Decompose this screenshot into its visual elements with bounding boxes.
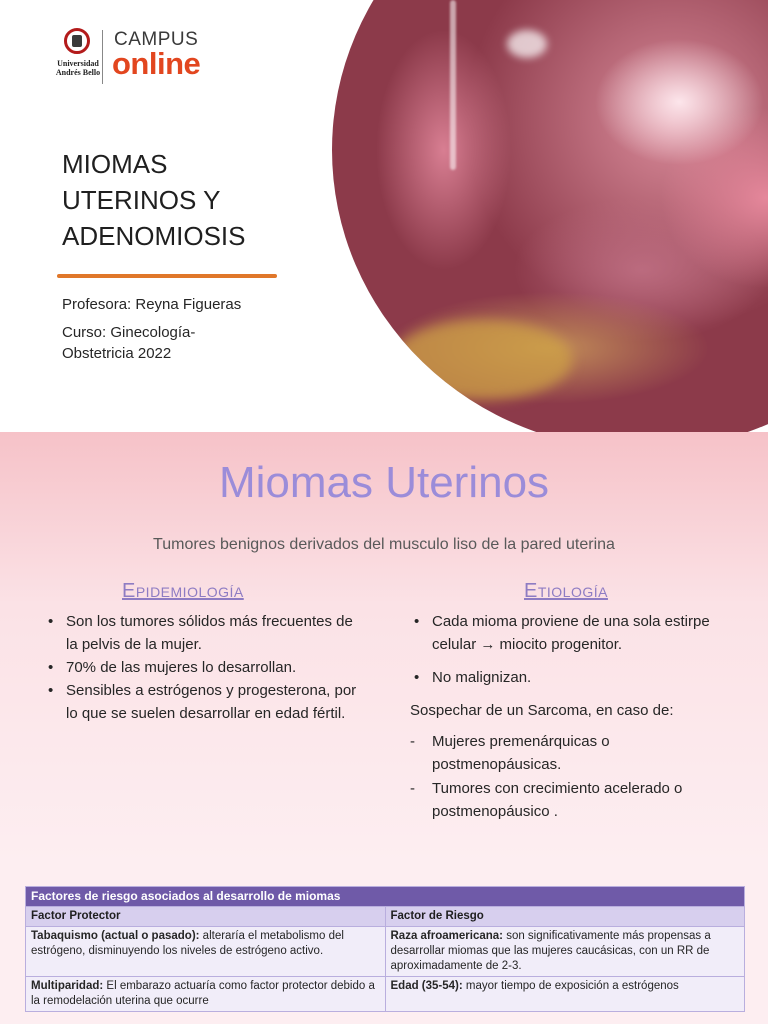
risk-cell: Edad (35-54): mayor tiempo de exposición a estrógenos [385,977,745,1012]
risk-factors-table [25,886,745,1012]
protective-cell: Tabaquismo (actual o pasado): alteraría el metabolismo del estrógeno, disminuyendo los niveles de estrógeno activo. [26,927,386,977]
course-name: Curso: Ginecología- Obstetricia 2022 [62,324,196,362]
title-underline [57,274,277,278]
sarcoma-criteria-list [410,730,740,824]
etiology-heading: Etiología [524,580,608,602]
sarcoma-suspect-text: Sospechar de un Sarcoma, en caso de: [410,702,674,719]
list-item: - Mujeres premenárquicas o postmenopáusicas. [410,730,740,776]
myoma-overview-slide [0,432,768,864]
logo-campus-text: CAMPUS [114,29,199,50]
slide-title: Miomas Uterinos [218,458,550,507]
slide-subtitle: Tumores benignos derivados del musculo liso de la pared uterina [153,536,615,553]
teacher-name: Profesora: Reyna Figueras [62,296,242,313]
protective-cell: Multiparidad: El embarazo actuaría como factor protector debido a la remodelación uterina que ocurre [26,977,386,1012]
logo-online-text: online [112,46,201,81]
epidemiology-list [44,610,364,725]
table-header-row [26,907,745,927]
etiology-list [410,610,740,699]
myoma-surgical-photo [332,0,768,432]
campus-online-logo [50,26,220,86]
university-crest-icon [64,28,90,56]
presentation-title: MIOMAS UTERINOS Y ADENOMIOSIS [62,149,246,251]
column-header-protective: Factor Protector [26,907,386,927]
list-item: - Tumores con crecimiento acelerado o postmenopáusico . [410,777,740,823]
epidemiology-heading: Epidemiología [122,580,244,602]
column-header-risk: Factor de Riesgo [385,907,745,927]
table-caption-row [26,887,745,907]
list-item: • Son los tumores sólidos más frecuentes de la pelvis de la mujer. [44,610,364,656]
table-row [26,977,745,1012]
table-caption: Factores de riesgo asociados al desarrollo de miomas [26,887,745,907]
logo-divider [102,30,103,84]
university-name: Universidad Andrés Bello [55,59,101,77]
list-item: • No malignizan. [410,666,740,689]
risk-factors-slide [0,864,768,1024]
risk-cell: Raza afroamericana: son significativamente más propensas a desarrollar miomas que las mujeres caucásicas, con un RR de aproximadamente de 2-3. [385,927,745,977]
cover-slide [0,0,768,432]
list-item: • Sensibles a estrógenos y progesterona, por lo que se suelen desarrollar en edad fértil. [44,679,364,725]
list-item: • 70% de las mujeres lo desarrollan. [44,656,364,679]
table-row [26,927,745,977]
list-item: • Cada mioma proviene de una sola estirpe celular → miocito progenitor. [410,610,740,656]
